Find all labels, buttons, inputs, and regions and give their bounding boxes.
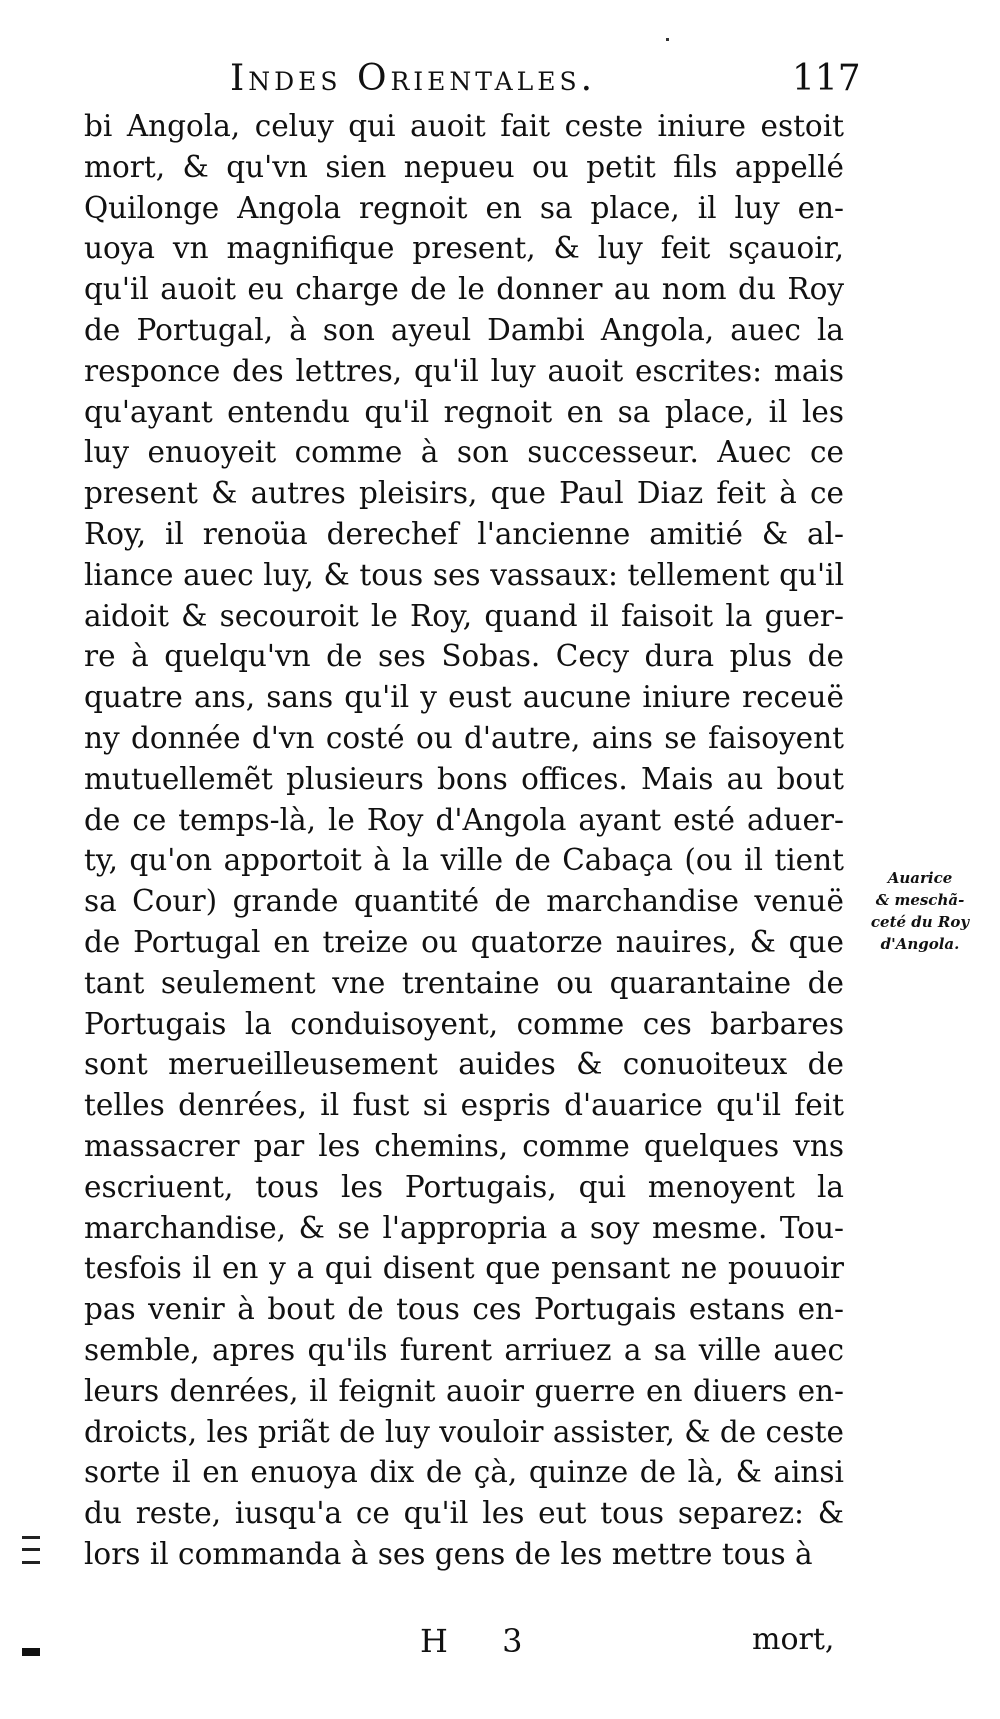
text-line: telles denrées, il fust si espris d'auarice qu'il feit [84, 1088, 844, 1123]
text-line: droicts, les priãt de luy vouloir assister, & de ceste [84, 1414, 844, 1449]
margin-note [850, 867, 990, 955]
text-line: Portugais la conduisoyent, comme ces barbares [84, 1006, 844, 1041]
text-line: qu'il auoit eu charge de le donner au nom du Roy [84, 272, 844, 307]
text-line: de Portugal en treize ou quatorze nauires, & que [84, 924, 844, 959]
text-line: de ce temps-là, le Roy d'Angola ayant esté aduer- [84, 802, 844, 837]
margin-note-line: d'Angola. [880, 935, 960, 953]
page-number: 117 [792, 58, 861, 99]
text-line: semble, apres qu'ils furent arriuez a sa ville auec [84, 1332, 844, 1367]
text-line: de Portugal, à son ayeul Dambi Angola, auec la [84, 312, 844, 347]
text-line: quatre ans, sans qu'il y eust aucune iniure receuë [84, 680, 844, 715]
text-line: sont merueilleusement auides & conuoiteux de [84, 1047, 844, 1082]
text-line: tant seulement vne trentaine ou quarantaine de [84, 965, 844, 1000]
edge-mark [22, 1648, 40, 1656]
text-line: uoya vn magnifique present, & luy feit sçauoir, [84, 231, 844, 266]
text-line: sorte il en enuoya dix de çà, quinze de là, & ainsi [84, 1455, 844, 1490]
text-line: responce des lettres, qu'il luy auoit escrites: mais [84, 353, 844, 388]
running-title: Indes Orientales. [230, 58, 597, 99]
text-line: lors il commanda à ses gens de les mettre tous à [84, 1536, 813, 1571]
text-line: Quilonge Angola regnoit en sa place, il luy en- [84, 190, 844, 225]
text-line: qu'ayant entendu qu'il regnoit en sa place, il les [84, 394, 844, 429]
text-line: marchandise, & se l'appropria a soy mesme. Tou- [84, 1210, 844, 1245]
margin-note-line: & meschã- [875, 891, 965, 909]
text-line: tesfois il en y a qui disent que pensant ne pouuoir [84, 1251, 844, 1286]
ink-speck [666, 38, 669, 41]
text-line: liance auec luy, & tous ses vassaux: tellement qu'il [84, 557, 844, 592]
text-line: leurs denrées, il feignit auoir guerre en diuers en- [84, 1373, 844, 1408]
text-line: sa Cour) grande quantité de marchandise venuë [84, 884, 844, 919]
margin-note-line: Auarice [887, 869, 953, 887]
text-line: massacrer par les chemins, comme quelques vns [84, 1128, 844, 1163]
text-line: du reste, iusqu'a ce qu'il les eut tous separez: & [84, 1496, 844, 1531]
text-line: mutuellemẽt plusieurs bons offices. Mais au bout [84, 761, 844, 796]
signature-mark: H 3 [420, 1622, 545, 1660]
edge-mark [22, 1536, 40, 1564]
text-line: Roy, il renoüa derechef l'ancienne amitié & al- [84, 516, 844, 551]
text-line: pas venir à bout de tous ces Portugais estans en- [84, 1292, 844, 1327]
text-line: ny donnée d'vn costé ou d'autre, ains se faisoyent [84, 720, 844, 755]
text-line: aidoit & secouroit le Roy, quand il faisoit la guer- [84, 598, 844, 633]
text-line: bi Angola, celuy qui auoit fait ceste iniure estoit [84, 109, 844, 143]
text-line: mort, & qu'vn sien nepueu ou petit fils appellé [84, 149, 844, 184]
text-line: re à quelqu'vn de ses Sobas. Cecy dura plus de [84, 639, 844, 674]
text-line: ty, qu'on apportoit à la ville de Cabaça (ou il tient [84, 843, 844, 878]
text-line: present & autres pleisirs, que Paul Diaz feit à ce [84, 476, 844, 511]
text-line: escriuent, tous les Portugais, qui menoyent la [84, 1169, 844, 1204]
text-line: luy enuoyeit comme à son successeur. Auec ce [84, 435, 844, 470]
body-text [84, 106, 844, 1575]
catchword: mort, [752, 1622, 835, 1657]
margin-note-line: ceté du Roy [870, 913, 970, 931]
